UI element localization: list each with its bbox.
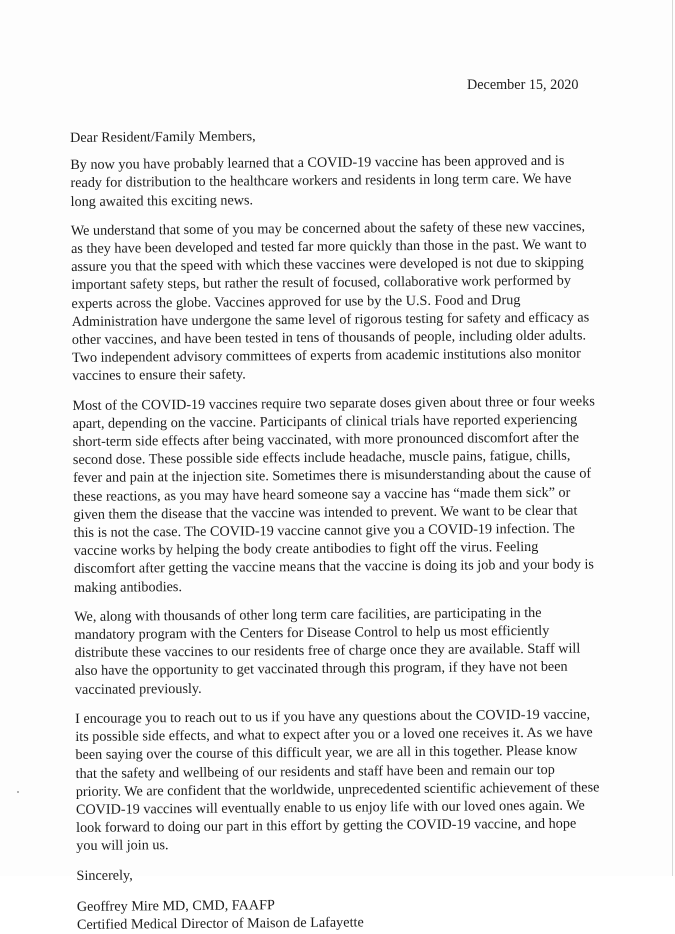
- paragraph-1: By now you have probably learned that a COVID-19 vaccine has been approved and is ready for distribution to the healthcare workers and residents in long term care. We have long awaited this exciting news.: [70, 152, 572, 210]
- signature-block: [77, 893, 601, 934]
- closing: Sincerely,: [76, 866, 133, 884]
- scan-speck: [17, 791, 19, 793]
- signer-title: Certified Medical Director of Maison de Lafayette: [76, 914, 364, 933]
- salutation: Dear Resident/Family Members,: [70, 128, 256, 146]
- paragraph-4: We, along with thousands of other long term care facilities, are participating in the mandatory program with the Centers for Disease Control to help us most efficiently distribute these vaccines to our residents free of charge once they are available. Staff will also have the opportunity to get vaccinated through this program, if they have not been vaccinated previously.: [74, 604, 581, 698]
- page-edge: [672, 0, 673, 876]
- letter-body: [70, 124, 601, 934]
- signer-name: Geoffrey Mire MD, CMD, FAAFP: [76, 896, 275, 915]
- paragraph-2: We understand that some of you may be concerned about the safety of these new vaccines, as they have been developed and tested far more quickly than those in the past. We want to assure you that the speed with which these vaccines were developed is not due to skipping important safety steps, but rather the result of focused, collaborative work performed by experts across the globe. Vaccines approved for use by the U.S. Food and Drug Administration have undergone the same level of rigorous testing for safety and efficacy as other vaccines, and have been tested in tens of thousands of people, including older adults. Two independent advisory committees of experts from academic institutions also monitor vaccines to ensure their safety.: [70, 218, 590, 385]
- letter-date: December 15, 2020: [467, 77, 579, 93]
- paragraph-5: I encourage you to reach out to us if you have any questions about the COVID-19 vaccine, its possible side effects, and what to expect after you or a loved one receives it. As we have been saying over the course of this difficult year, we are all in this together. Please know that the safety and wellbeing of our residents and staff have been and remain our top priority. We are confident that the worldwide, unprecedented scientific achievement of these COVID-19 vaccines will eventually enable to us enjoy life with our loved ones again. We look forward to doing our part in this effort by getting the COVID-19 vaccine, and hope you will join us.: [75, 706, 600, 855]
- paragraph-3: Most of the COVID-19 vaccines require two separate doses given about three or four weeks apart, depending on the vaccine. Participants of clinical trials have reported experiencing short-term side effects after being vaccinated, with more pronounced discomfort after the second dose. These possible side effects include headache, muscle pains, fatigue, chills, fever and pain at the injection site. Sometimes there is misunderstanding about the cause of these reactions, as you may have heard someone say a vaccine has “made them sick” or given them the disease that the vaccine was intended to prevent. We want to be clear that this is not the case. The COVID-19 vaccine cannot give you a COVID-19 infection. The vaccine works by helping the body create antibodies to fight off the virus. Feeling discomfort after getting the vaccine means that the vaccine is doing its job and your body is making antibodies.: [72, 393, 595, 596]
